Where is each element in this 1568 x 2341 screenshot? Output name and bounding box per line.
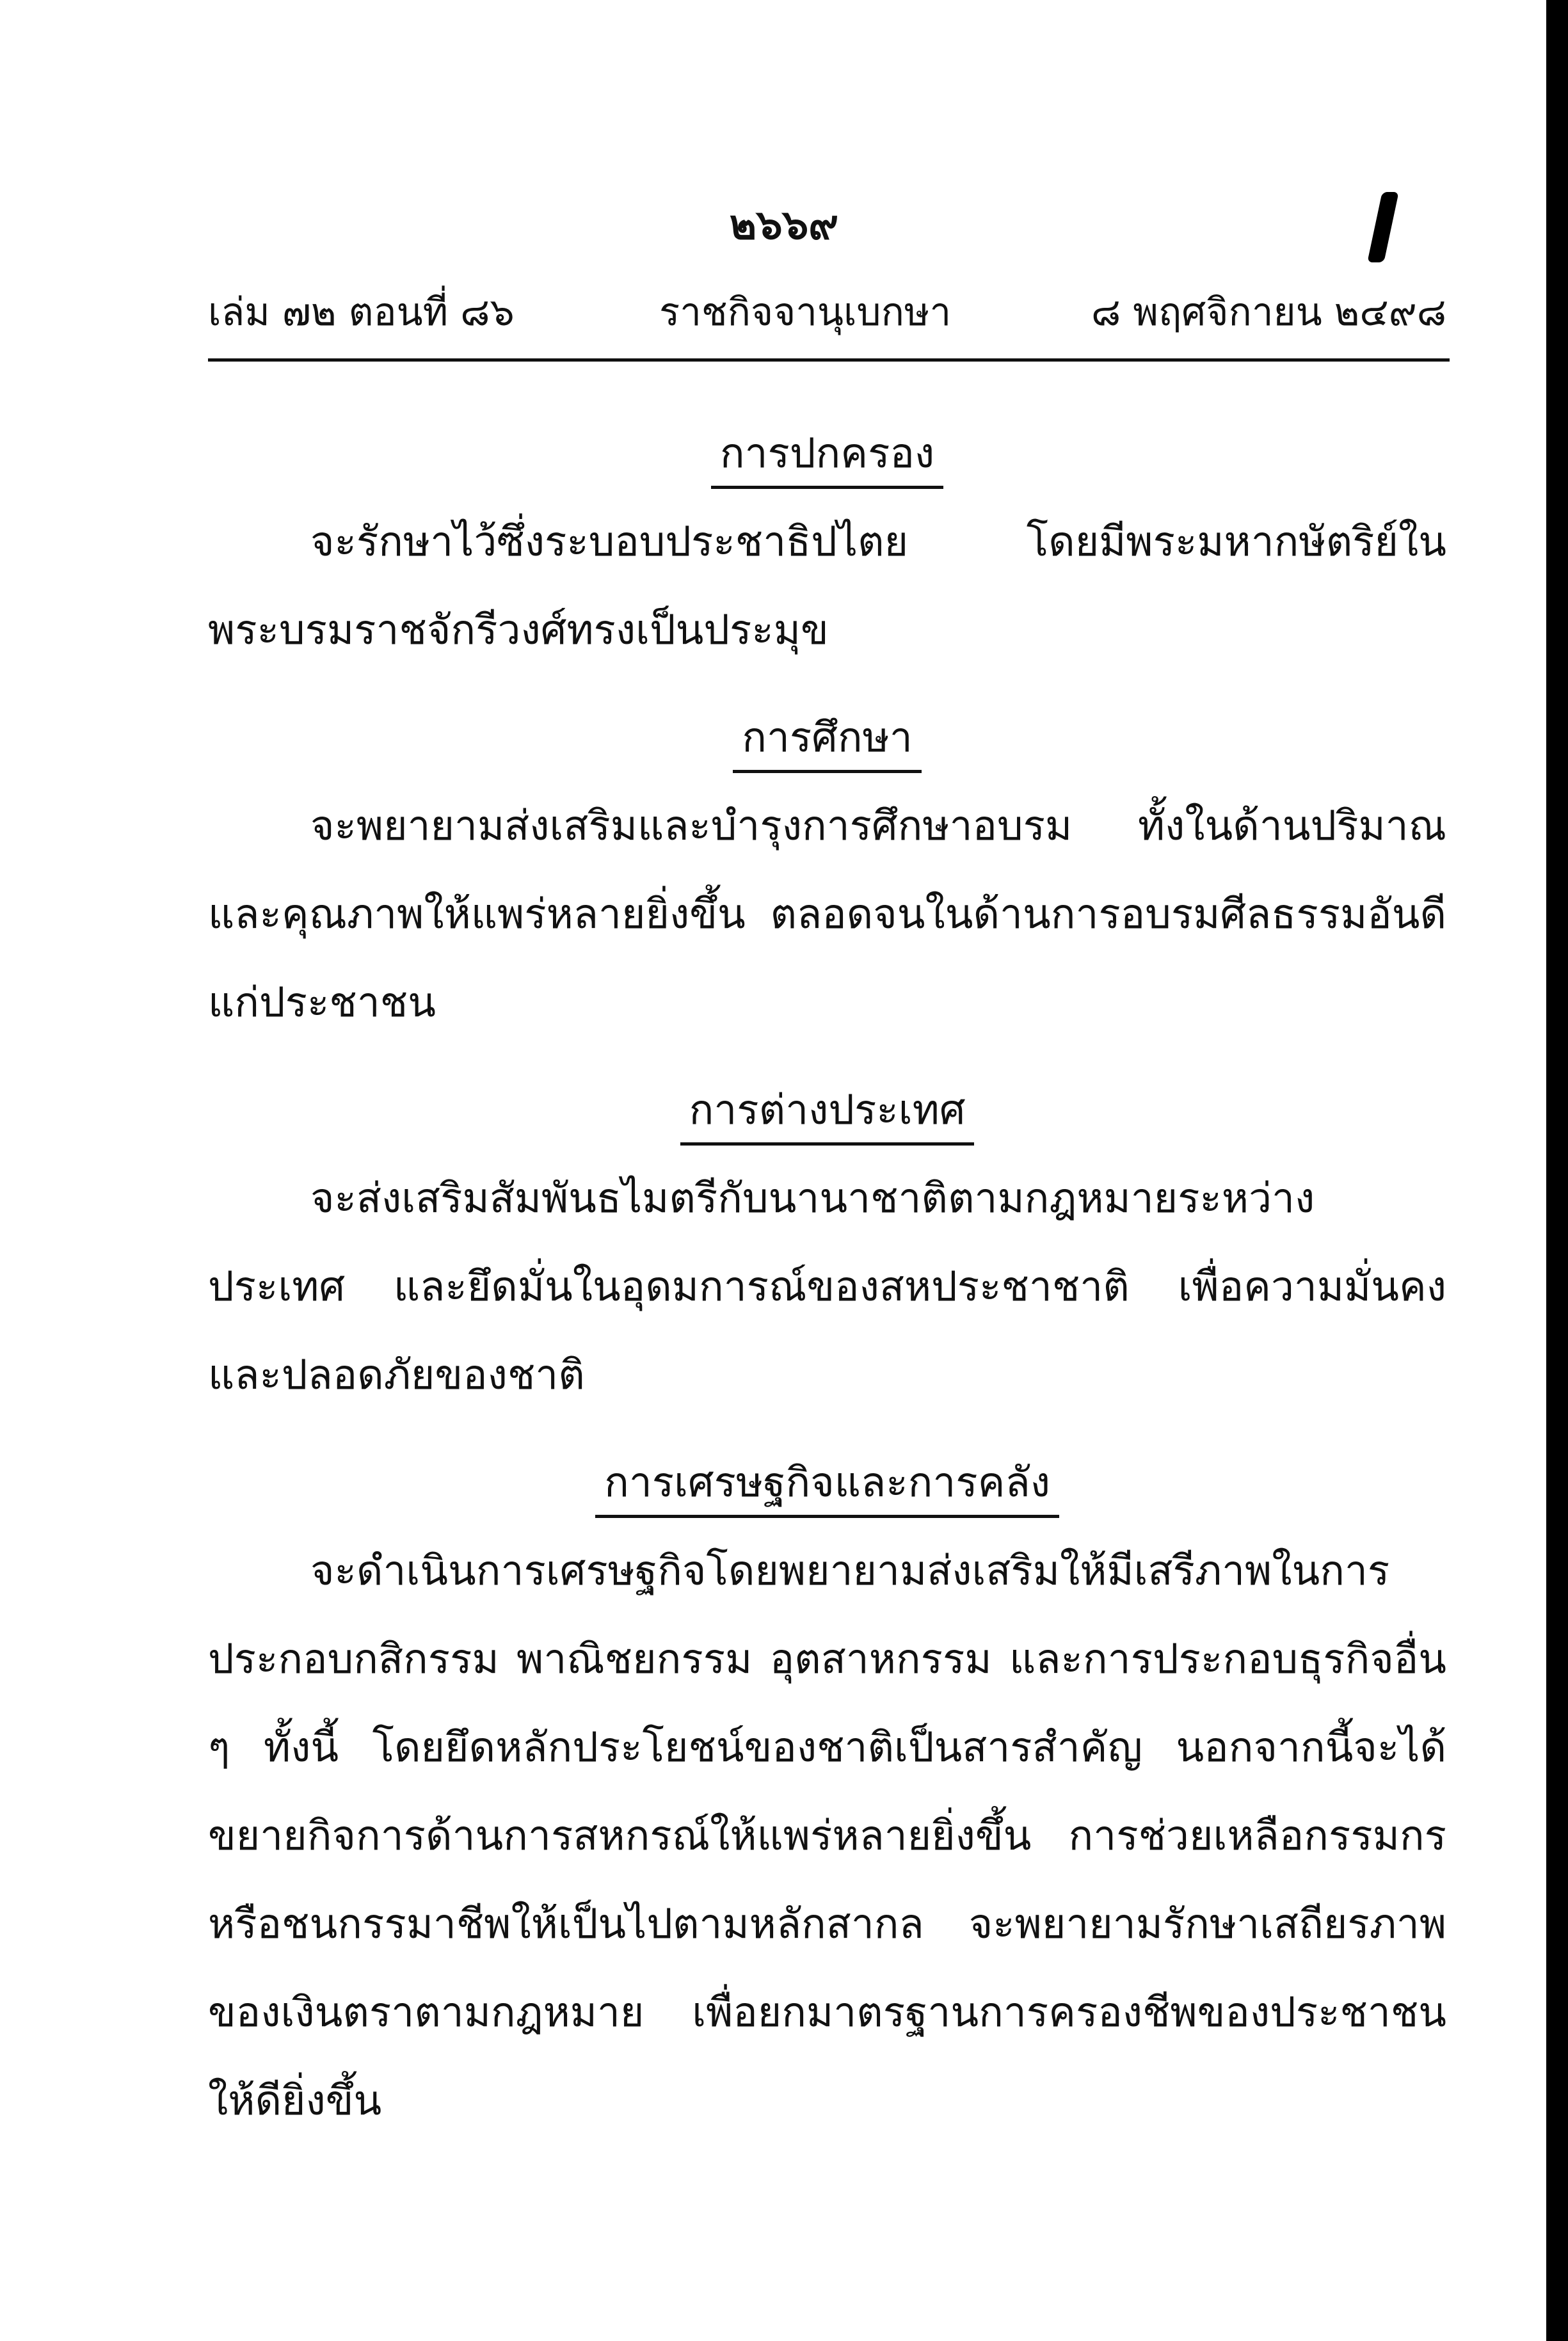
- section-paragraph: จะส่งเสริมสัมพันธไมตรีกับนานาชาติตามกฎหมายระหว่างประเทศ และยึดมั่นในอุดมการณ์ของสหประชาชาติ เพื่อความมั่นคงและปลอดภัยของชาติ: [208, 1175, 1446, 1399]
- section-paragraph: จะรักษาไว้ซึ่งระบอบประชาธิปไตย โดยมีพระมหากษัตริย์ในพระบรมราชจักรีวงศ์ทรงเป็นประมุข: [208, 518, 1446, 654]
- section-heading: การปกครอง: [208, 410, 1446, 498]
- publication-name: ราชกิจจานุเบกษา: [659, 290, 952, 335]
- section-heading: การเศรษฐกิจและการคลัง: [208, 1439, 1446, 1527]
- section-heading: การต่างประเทศ: [208, 1066, 1446, 1155]
- header-divider: [208, 358, 1450, 362]
- section-education: [208, 694, 1446, 1047]
- section-government: [208, 410, 1446, 675]
- section-paragraph: จะพยายามส่งเสริมและบำรุงการศึกษาอบรม ทั้งในด้านปริมาณและคุณภาพให้แพร่หลายยิ่งขึ้น ตลอดจนในด้านการอบรมศีลธรรมอันดีแก่ประชาชน: [208, 803, 1446, 1027]
- gazette-header: [208, 282, 1446, 352]
- section-foreign-affairs: [208, 1066, 1446, 1419]
- section-paragraph: จะดำเนินการเศรษฐกิจโดยพยายามส่งเสริมให้มีเสรีภาพในการประกอบกสิกรรม พาณิชยกรรม อุตสาหกรรม และการประกอบธุรกิจอื่น ๆ ทั้งนี้ โดยยึดหลักประโยชน์ของชาติเป็นสารสำคัญ นอกจากนี้จะได้ขยายกิจการด้านการสหกรณ์ให้แพร่หลายยิ่งขึ้น การช่วยเหลือกรรมกรหรือชนกรรมาชีพให้เป็นไปตามหลักสากล จะพยายามรักษาเสถียรภาพของเงินตราตามกฎหมาย เพื่อยกมาตรฐานการครองชีพของประชาชนให้ดียิ่งขึ้น: [208, 1547, 1446, 2125]
- publication-date: ๘ พฤศจิกายน ๒๔๙๘: [1091, 290, 1446, 335]
- document-body: [208, 410, 1446, 2164]
- scan-edge-shadow: [1546, 0, 1568, 2341]
- volume-issue: เล่ม ๗๒ ตอนที่ ๘๖: [208, 290, 515, 335]
- page-number: ๒๖๖๙: [729, 201, 839, 249]
- section-economy-finance: [208, 1439, 1446, 2145]
- section-heading: การศึกษา: [208, 694, 1446, 782]
